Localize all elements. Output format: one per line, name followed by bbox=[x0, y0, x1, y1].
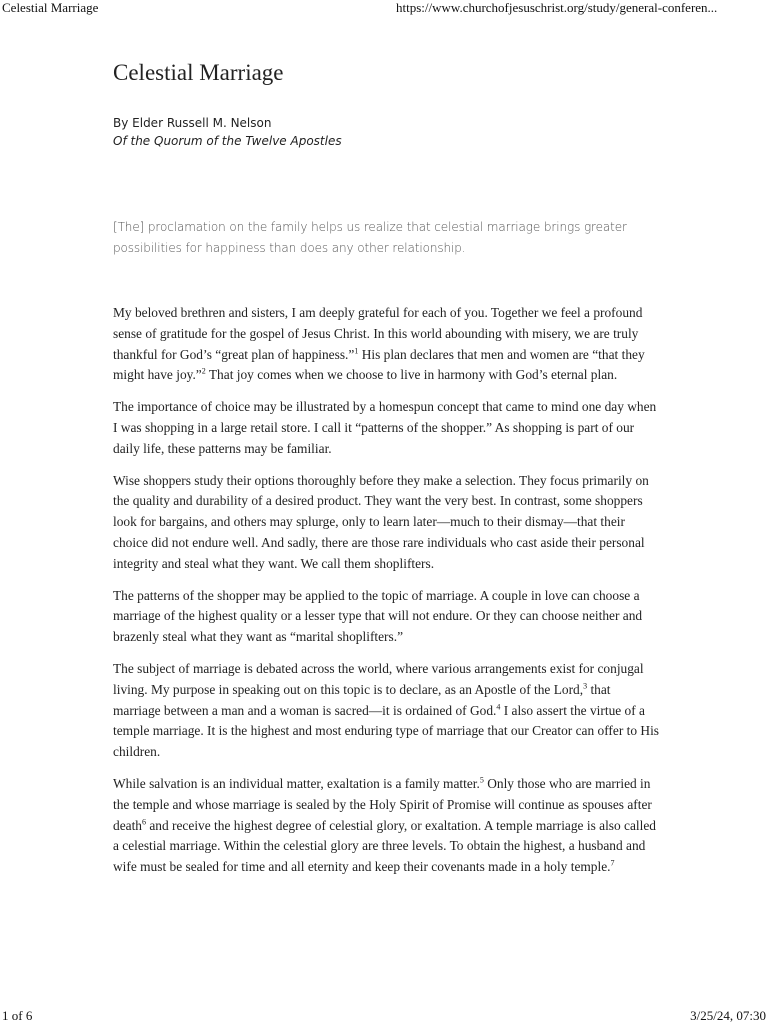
body-paragraph-4: The patterns of the shopper may be applied to the topic of marriage. A couple in love can choose a marriage of the highest quality or a lesser type that will not endure. Or they can choose neither and brazenly steal what they want as “marital shoplifters.” bbox=[113, 587, 643, 645]
paragraph-text: Only those who are married in the temple and whose marriage is sealed by the Holy Spirit of Promise will continue as spouses after death bbox=[113, 775, 652, 833]
body-paragraph-5 bbox=[113, 659, 659, 763]
footnote-ref-6[interactable]: 6 bbox=[142, 817, 146, 827]
paragraph-text: That joy comes when we choose to live in harmony with God’s eternal plan. bbox=[205, 367, 618, 383]
author-role: Of the Quorum of the Twelve Apostles bbox=[113, 134, 342, 148]
paragraph-text: While salvation is an individual matter, exaltation is a family matter. bbox=[113, 775, 480, 791]
footnote-ref-2[interactable]: 2 bbox=[201, 366, 206, 376]
footnote-ref-4[interactable]: 4 bbox=[496, 702, 501, 712]
footnote-ref-5[interactable]: 5 bbox=[479, 775, 484, 785]
article-body bbox=[113, 303, 659, 878]
paragraph-text: His plan declares that men and women are “that they might have joy.” bbox=[113, 346, 645, 383]
body-paragraph-3: Wise shoppers study their options thoroughly before they make a selection. They focus primarily on the quality and durability of a desired product. They want the very best. In contrast, some shoppers look for bargains, and others may splurge, only to learn later—much to their dismay—that their choice did not endure well. And sadly, there are those rare individuals who cast aside their personal integrity and steal what they want. We call them shoplifters. bbox=[113, 472, 649, 571]
print-header-url: https://www.churchofjesuschrist.org/study/general-conferen... bbox=[396, 0, 718, 15]
footnote-ref-7[interactable]: 7 bbox=[610, 858, 615, 868]
paragraph-text: My beloved brethren and sisters, I am deeply grateful for each of you. Together we feel a profound sense of gratitude for the gospel of Jesus Christ. In this world abounding with misery, we are truly thankful for God’s “great plan of happiness.” bbox=[113, 305, 643, 362]
paragraph-text: that marriage between a man and a woman is sacred—it is ordained of God. bbox=[113, 681, 611, 718]
print-datetime: 3/25/24, 07:30 bbox=[690, 1008, 766, 1023]
article-kicker: [The] proclamation on the family helps us realize that celestial marriage brings greater possibilities for happiness than does any other relationship. bbox=[113, 220, 627, 255]
body-paragraph-6 bbox=[113, 774, 659, 878]
print-header-title: Celestial Marriage bbox=[2, 0, 99, 15]
footnote-ref-1[interactable]: 1 bbox=[354, 346, 359, 356]
body-paragraph-1 bbox=[113, 303, 659, 386]
paragraph-text: and receive the highest degree of celestial glory, or exaltation. A temple marriage is also called a celestial marriage. Within the celestial glory are three levels. To obtain the highest, a husband and wife must be sealed for time and all eternity and keep their covenants made in a holy temple. bbox=[113, 817, 657, 875]
footnote-ref-3[interactable]: 3 bbox=[583, 681, 588, 691]
article bbox=[113, 58, 659, 889]
body-paragraph-2: The importance of choice may be illustrated by a homespun concept that came to mind one day when I was shopping in a large retail store. I call it “patterns of the shopper.” As shopping is part of our daily life, these patterns may be familiar. bbox=[113, 399, 657, 456]
page-number: 1 of 6 bbox=[2, 1008, 33, 1023]
paragraph-text: The subject of marriage is debated across the world, where various arrangements exist for conjugal living. My purpose in speaking out on this topic is to declare, as an Apostle of the Lord, bbox=[113, 660, 644, 697]
paragraph-text: I also assert the virtue of a temple marriage. It is the highest and most enduring type of marriage that our Creator can offer to His children. bbox=[113, 702, 659, 760]
article-title: Celestial Marriage bbox=[113, 60, 284, 85]
author-name: By Elder Russell M. Nelson bbox=[113, 116, 272, 130]
